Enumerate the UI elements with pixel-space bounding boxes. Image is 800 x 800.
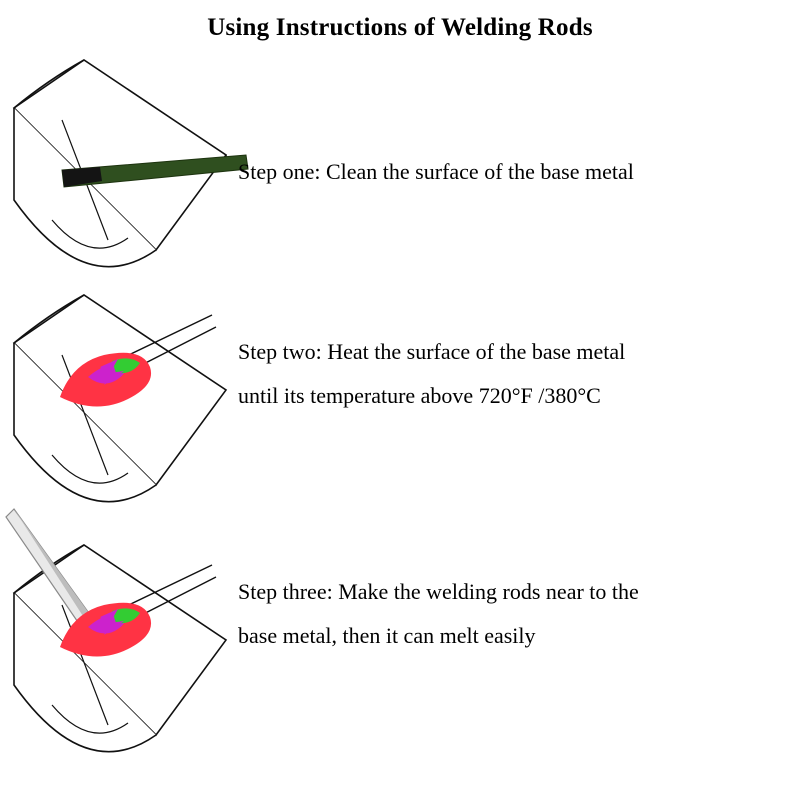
step-three-row — [0, 495, 800, 745]
step-one-caption — [238, 150, 798, 194]
step-one-illustration — [0, 50, 260, 300]
step-three-illustration — [0, 495, 260, 745]
step-three-caption-line-1: Step three: Make the welding rods near to the — [238, 579, 639, 604]
step-two-caption-line-2: until its temperature above 720°F /380°C — [238, 383, 601, 408]
step-two-caption-line-1: Step two: Heat the surface of the base metal — [238, 339, 626, 364]
step-one-row — [0, 50, 800, 300]
step-one-caption-line-1: Step one: Clean the surface of the base metal — [238, 159, 634, 184]
page-title: Using Instructions of Welding Rods — [207, 14, 593, 41]
step-three-caption-line-2: base metal, then it can melt easily — [238, 623, 536, 648]
step-two-caption — [238, 330, 798, 418]
step-three-caption — [238, 570, 798, 658]
